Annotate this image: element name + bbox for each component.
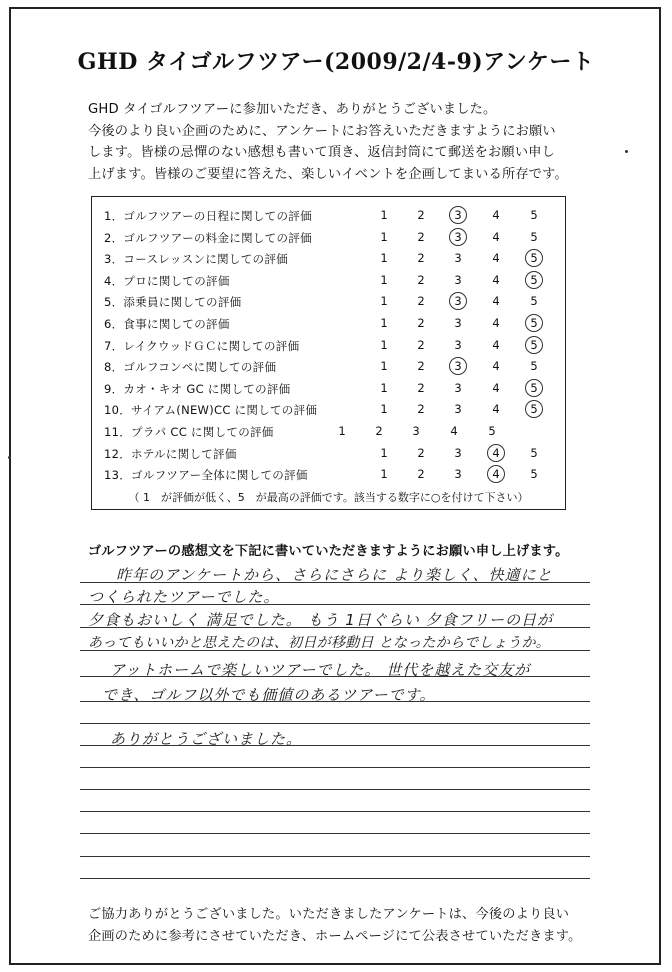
evaluation-label: 5．添乗員に関しての評価 <box>104 295 242 310</box>
rating-option-5[interactable]: 5 <box>530 294 538 309</box>
evaluation-label: 4．プロに関しての評価 <box>104 273 230 288</box>
intro-line: 今後のより良い企画のために、アンケートにお答えいただきますようにお願い <box>88 123 556 139</box>
rating-option-1[interactable]: 1 <box>380 208 388 222</box>
rating-option-2[interactable]: 2 <box>417 380 425 395</box>
evaluation-row <box>92 271 565 291</box>
evaluation-label: 11．プラパ CC に関しての評価 <box>104 425 274 439</box>
rating-option-2[interactable]: 2 <box>417 272 425 287</box>
evaluation-label: 8．ゴルフコンペに関しての評価 <box>104 360 277 375</box>
handwritten-comment: つくられたツアーでした。 <box>88 588 280 606</box>
rating-option-2[interactable]: 2 <box>417 445 425 460</box>
rating-option-2[interactable]: 2 <box>417 337 425 352</box>
rating-option-5[interactable]: 5 <box>530 229 538 244</box>
rating-option-2[interactable]: 2 <box>375 424 383 438</box>
rating-option-1[interactable]: 1 <box>380 316 388 330</box>
rating-option-2[interactable]: 2 <box>417 294 425 309</box>
ruled-line <box>80 767 590 768</box>
rating-option-3[interactable]: 3 <box>454 316 462 330</box>
rating-option-2[interactable]: 2 <box>417 229 425 244</box>
rating-option-4[interactable]: 4 <box>450 424 458 438</box>
intro-line: GHD タイゴルフツアーに参加いただき、ありがとうございました。 <box>88 102 497 117</box>
evaluation-row <box>92 400 565 420</box>
selected-rating-circle <box>525 379 543 397</box>
rating-option-2[interactable]: 2 <box>417 251 425 266</box>
rating-option-5[interactable]: 5 <box>530 272 538 287</box>
rating-option-4[interactable]: 4 <box>492 208 500 222</box>
rating-option-4[interactable]: 4 <box>492 359 500 374</box>
evaluation-row <box>92 444 565 464</box>
rating-option-3[interactable]: 3 <box>454 380 462 395</box>
rating-option-1[interactable]: 1 <box>380 402 388 417</box>
ruled-line <box>80 811 590 812</box>
evaluation-label: 1．ゴルフツアーの日程に関しての評価 <box>104 209 312 223</box>
rating-option-5[interactable]: 5 <box>530 402 538 417</box>
intro-line: します。皆様の忌憚のない感想も書いて頂き、返信封筒にて郵送をお願い申し <box>88 145 555 160</box>
intro-line: 上げます。皆様のご要望に答えた、楽しいイベントを企画してまいる所存です。 <box>88 166 568 182</box>
evaluation-row <box>92 314 565 334</box>
rating-option-1[interactable]: 1 <box>380 229 388 244</box>
evaluation-row <box>92 465 565 485</box>
rating-option-5[interactable]: 5 <box>530 467 538 482</box>
rating-option-3[interactable]: 3 <box>454 337 462 352</box>
scan-speck <box>8 456 11 459</box>
closing-line: ご協力ありがとうございました。いただきましたアンケートは、今後のより良い <box>88 907 570 922</box>
rating-option-4[interactable]: 4 <box>492 380 500 395</box>
evaluation-label: 10．サイアム(NEW)CC に関しての評価 <box>104 403 318 418</box>
rating-option-4[interactable]: 4 <box>492 229 500 244</box>
ruled-line <box>80 833 590 834</box>
selected-rating-circle <box>525 271 543 289</box>
ruled-line <box>80 856 590 857</box>
handwritten-comment: 夕食もおいしく 満足でした。 もう 1日ぐらい 夕食フリーの日が <box>88 611 554 629</box>
selected-rating-circle <box>449 206 467 224</box>
rating-option-2[interactable]: 2 <box>417 316 425 330</box>
scan-speck <box>625 150 628 153</box>
handwritten-comment: アットホームで楽しいツアーでした。 世代を越えた交友が <box>110 661 531 679</box>
rating-option-3[interactable]: 3 <box>454 445 462 460</box>
rating-option-5[interactable]: 5 <box>530 316 538 330</box>
evaluation-row <box>92 422 565 442</box>
rating-option-2[interactable]: 2 <box>417 359 425 374</box>
rating-option-5[interactable]: 5 <box>530 337 538 352</box>
evaluation-label: 6．食事に関しての評価 <box>104 317 230 331</box>
handwritten-comment: 昨年のアンケートから、さらにさらに より楽しく、快適にと <box>116 566 553 584</box>
evaluation-row <box>92 357 565 377</box>
closing-line: 企画のために参考にさせていただき、ホームページにて公表させていただきます。 <box>88 929 582 944</box>
handwritten-comment: ありがとうございました。 <box>110 730 303 748</box>
evaluation-label: 12．ホテルに関して評価 <box>104 446 237 461</box>
rating-option-4[interactable]: 4 <box>492 316 500 330</box>
evaluation-label: 7．レイクウッドＧＣに関しての評価 <box>104 338 300 353</box>
evaluation-label: 2．ゴルフツアーの料金に関しての評価 <box>104 230 312 245</box>
rating-option-3[interactable]: 3 <box>454 229 462 244</box>
rating-option-3[interactable]: 3 <box>454 208 462 222</box>
handwritten-comment: あってもいいかと思えたのは、初日が移動日 となったからでしょうか。 <box>88 635 551 651</box>
comment-heading: ゴルフツアーの感想文を下記に書いていただきますようにお願い申し上げます。 <box>88 544 569 559</box>
rating-option-3[interactable]: 3 <box>454 402 462 417</box>
ruled-line <box>80 878 590 879</box>
evaluation-row <box>92 336 565 356</box>
rating-option-1[interactable]: 1 <box>380 294 388 309</box>
rating-option-3[interactable]: 3 <box>454 272 462 287</box>
rating-option-1[interactable]: 1 <box>338 424 346 438</box>
rating-instruction: （ 1 が評価が低く、5 が最高の評価です。該当する数字に○を付けて下さい） <box>128 491 529 504</box>
rating-option-4[interactable]: 4 <box>492 272 500 287</box>
rating-option-4[interactable]: 4 <box>492 467 500 482</box>
rating-option-2[interactable]: 2 <box>417 467 425 482</box>
rating-option-5[interactable]: 5 <box>530 445 538 460</box>
rating-option-4[interactable]: 4 <box>492 294 500 309</box>
evaluation-row <box>92 292 565 312</box>
rating-option-1[interactable]: 1 <box>380 272 388 287</box>
page-title: GHD タイゴルフツアー(2009/2/4-9)アンケート <box>77 49 595 75</box>
rating-option-1[interactable]: 1 <box>380 359 388 374</box>
rating-option-4[interactable]: 4 <box>492 402 500 417</box>
rating-option-1[interactable]: 1 <box>380 467 388 482</box>
closing-paragraph <box>88 904 628 948</box>
evaluation-table <box>91 196 566 510</box>
selected-rating-circle <box>487 444 505 462</box>
rating-option-3[interactable]: 3 <box>454 294 462 309</box>
rating-option-5[interactable]: 5 <box>530 251 538 266</box>
evaluation-row <box>92 249 565 269</box>
rating-option-1[interactable]: 1 <box>380 380 388 395</box>
evaluation-row <box>92 379 565 399</box>
ruled-line <box>80 723 590 724</box>
rating-option-1[interactable]: 1 <box>380 337 388 352</box>
selected-rating-circle <box>525 336 543 354</box>
ruled-line <box>80 789 590 790</box>
rating-option-3[interactable]: 3 <box>454 251 462 266</box>
evaluation-label: 9．カオ・キオ GC に関しての評価 <box>104 381 291 396</box>
handwritten-comment: でき、ゴルフ以外でも価値のあるツアーです。 <box>102 686 436 704</box>
evaluation-row <box>92 206 565 226</box>
rating-option-1[interactable]: 1 <box>380 445 388 460</box>
intro-paragraph <box>88 99 628 185</box>
rating-option-5[interactable]: 5 <box>530 208 538 222</box>
rating-option-5[interactable]: 5 <box>530 380 538 395</box>
rating-option-4[interactable]: 4 <box>492 251 500 266</box>
rating-option-3[interactable]: 3 <box>412 424 420 438</box>
rating-option-4[interactable]: 4 <box>492 337 500 352</box>
rating-option-3[interactable]: 3 <box>454 359 462 374</box>
rating-option-2[interactable]: 2 <box>417 208 425 222</box>
rating-option-1[interactable]: 1 <box>380 251 388 266</box>
selected-rating-circle <box>525 314 543 332</box>
rating-option-3[interactable]: 3 <box>454 467 462 482</box>
rating-option-4[interactable]: 4 <box>492 445 500 460</box>
evaluation-label: 3．コースレッスンに関しての評価 <box>104 252 288 267</box>
evaluation-label: 13．ゴルフツアー全体に関しての評価 <box>104 468 308 483</box>
rating-option-5[interactable]: 5 <box>488 424 496 438</box>
rating-option-2[interactable]: 2 <box>417 402 425 417</box>
rating-option-5[interactable]: 5 <box>530 359 538 374</box>
evaluation-row <box>92 228 565 248</box>
selected-rating-circle <box>449 228 467 246</box>
